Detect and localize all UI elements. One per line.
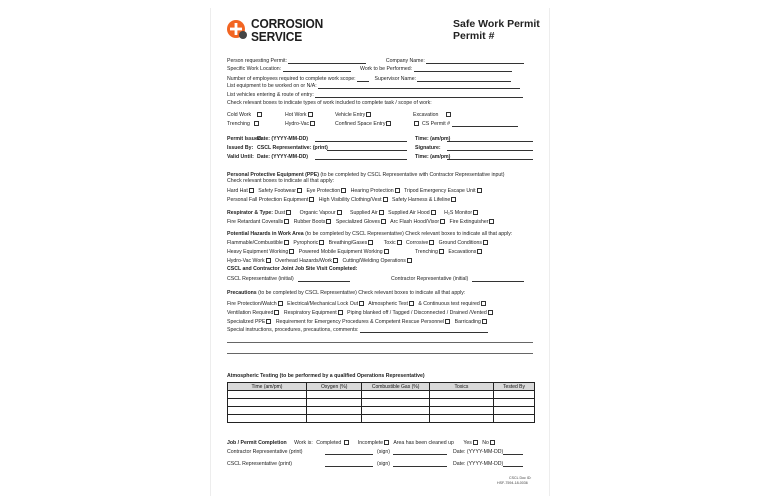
pyrophoric-checkbox[interactable] (319, 240, 324, 245)
no-label: No (482, 440, 489, 446)
company-name-label: Company Name: (385, 58, 425, 64)
table-cell[interactable] (306, 407, 362, 415)
hard-hat-label: Hard Hat (227, 188, 248, 194)
signature-label: Signature: (415, 145, 441, 151)
trenching-checkbox[interactable] (254, 121, 259, 126)
work-location-label: Specific Work Location: (227, 66, 282, 72)
supervisor-field[interactable] (417, 76, 511, 82)
heavy-equipment-label: Heavy Equipment Working (227, 249, 289, 255)
company-name-field[interactable] (426, 58, 524, 64)
hazards-heading-bold: Potential Hazards in Work Area (227, 231, 304, 237)
table-cell[interactable] (228, 391, 307, 399)
corrosive-checkbox[interactable] (429, 240, 434, 245)
cscl-print-label: CSCL Representative (print) (227, 461, 292, 467)
hearing-protection-label: Hearing Protection (350, 188, 394, 194)
precautions-heading-rest: (to be completed by CSCL Representative) Check relevant boxes to indicate all that apply: (256, 290, 466, 296)
hydro-vac-work-checkbox[interactable] (266, 258, 271, 263)
valid-time-field[interactable] (447, 154, 533, 160)
issued-date-field[interactable] (315, 136, 407, 142)
powered-mobile-label: Powered Mobile Equipment Working (298, 249, 383, 255)
cutting-welding-label: Cutting/Welding Operations (342, 258, 406, 264)
work-performed-field[interactable] (414, 66, 512, 72)
piping-blanked-label: Piping blanked off / Tagged / Disconnected / Drained /Vented (347, 310, 487, 316)
cscl-rep-print-field[interactable] (327, 145, 407, 151)
powered-mobile-checkbox[interactable] (384, 249, 389, 254)
hazards-heading-rest: (to be completed by CSCL Representative) Check relevant boxes to indicate all that apply: (303, 231, 513, 237)
organic-vapour-checkbox[interactable] (337, 210, 342, 215)
excavations-label: Excavations (448, 249, 477, 255)
barricading-label: Barricading (454, 319, 481, 325)
row-location (227, 66, 512, 72)
arc-flash-checkbox[interactable] (440, 219, 445, 224)
rubber-boots-checkbox[interactable] (326, 219, 331, 224)
fire-protection-label: Fire Protection/Watch (227, 301, 277, 307)
column-header-time: Time (am/pm) (228, 383, 307, 391)
work-performed-label: Work to be Performed: (360, 66, 413, 72)
work-types-row2 (227, 121, 533, 127)
vehicle-entry-label: Vehicle Entry (335, 112, 366, 118)
equipment-label: List equipment to be worked on or N/A: (227, 83, 317, 89)
table-row (228, 391, 535, 399)
table-cell[interactable] (228, 415, 307, 423)
contractor-date-label: Date: (YYYY-MM-DD) (453, 449, 504, 455)
ppe-row3 (227, 210, 481, 216)
row-vehicles (227, 92, 523, 98)
ppe-check-all: Check relevant boxes to indicate all that apply: (227, 178, 334, 184)
contractor-sign-label: (sign) (377, 449, 390, 455)
safety-harness-label: Safety Harness & Lifeline (392, 197, 451, 203)
issued-time-label: Time: (am/pm) (415, 136, 451, 142)
comments-line-2[interactable] (227, 353, 533, 354)
work-location-field[interactable] (283, 66, 351, 72)
arc-flash-label: Arc Flash Hood/Visor (390, 219, 440, 225)
table-cell[interactable] (429, 407, 493, 415)
cscl-rep-print-label: CSCL Representative: (print) (257, 145, 328, 151)
flammable-label: Flammable/Combustible (227, 240, 283, 246)
supplied-air-hood-label: Supplied Air Hood (388, 210, 430, 216)
doc-number: HSF-7594-18-0036 (497, 481, 528, 485)
hazards-heading (227, 231, 512, 237)
contractor-initial-label: Contractor Representative (initial) (391, 276, 469, 282)
row-person-requesting (227, 58, 524, 64)
permit-issued-label: Permit Issued: (227, 136, 263, 142)
row-employees (227, 76, 511, 82)
cscl-date-label: Date: (YYYY-MM-DD) (453, 461, 504, 467)
row-special-instructions (227, 327, 488, 333)
permit-document (210, 8, 550, 496)
lock-out-checkbox[interactable] (359, 301, 364, 306)
cs-permit-label: CS Permit # (422, 121, 450, 127)
table-cell[interactable] (228, 399, 307, 407)
table-cell[interactable] (494, 415, 535, 423)
ppe-row2 (227, 197, 459, 203)
row-joint-initials (227, 276, 533, 282)
confined-space-checkbox[interactable] (386, 121, 391, 126)
rubber-boots-label: Rubber Boots (293, 219, 326, 225)
cs-permit-field[interactable] (452, 121, 518, 127)
ppe-row4 (227, 219, 497, 225)
row-permit-issued (227, 136, 533, 142)
table-cell[interactable] (306, 391, 362, 399)
completion-row (227, 440, 498, 446)
breathing-gases-label: Breathing/Gases (328, 240, 368, 246)
table-row (228, 407, 535, 415)
cutting-welding-checkbox[interactable] (407, 258, 412, 263)
excavation-checkbox[interactable] (446, 112, 451, 117)
fire-retardant-label: Fire Retardant Coveralls (227, 219, 284, 225)
table-cell[interactable] (494, 391, 535, 399)
scope-instructions: Check relevant boxes to indicate types of work included to complete task / scope of work: (227, 100, 432, 106)
high-visibility-label: High Visibility Clothing/Vest (318, 197, 382, 203)
equipment-field[interactable] (318, 83, 520, 89)
work-types-row1 (227, 112, 533, 118)
document-title: Safe Work Permit (453, 18, 540, 30)
person-requesting-field[interactable] (288, 58, 366, 64)
precautions-row3 (227, 319, 490, 325)
contractor-print-label: Contractor Representative (print) (227, 449, 303, 455)
continuous-test-label: & Continuous test required (418, 301, 480, 307)
specialized-ppe-checkbox[interactable] (266, 319, 271, 324)
hazard-trenching-checkbox[interactable] (439, 249, 444, 254)
breathing-gases-checkbox[interactable] (368, 240, 373, 245)
hydro-vac-label: Hydro-Vac (285, 121, 310, 127)
eye-protection-label: Eye Protection (306, 188, 341, 194)
heavy-equipment-checkbox[interactable] (289, 249, 294, 254)
hard-hat-checkbox[interactable] (249, 188, 254, 193)
fire-extinguisher-label: Fire Extinguisher (449, 219, 489, 225)
toxic-checkbox[interactable] (397, 240, 402, 245)
precautions-row2 (227, 310, 496, 316)
ventilation-checkbox[interactable] (274, 310, 279, 315)
excavations-checkbox[interactable] (477, 249, 482, 254)
column-header-oxygen: Oxygen (%) (306, 383, 362, 391)
toxic-label: Toxic (383, 240, 396, 246)
logo-text-line2: SERVICE (251, 29, 303, 44)
contractor-initial-field[interactable] (472, 276, 524, 282)
overhead-hazards-checkbox[interactable] (333, 258, 338, 263)
table-row (228, 399, 535, 407)
hot-work-checkbox[interactable] (308, 112, 313, 117)
issued-by-label: Issued By: (227, 145, 254, 151)
table-cell[interactable] (429, 399, 493, 407)
row-issued-by (227, 145, 533, 151)
area-cleaned-label: Area has been cleaned up (393, 440, 454, 446)
contractor-sign-field[interactable] (393, 449, 447, 455)
fire-protection-checkbox[interactable] (278, 301, 283, 306)
emergency-procedures-checkbox[interactable] (445, 319, 450, 324)
issued-time-field[interactable] (447, 136, 533, 142)
cold-work-label: Cold Work (227, 112, 252, 118)
table-cell[interactable] (362, 399, 429, 407)
row-valid-until (227, 154, 533, 160)
dust-label: Dust (274, 210, 286, 216)
row-equipment (227, 83, 520, 89)
cs-permit-checkbox[interactable] (414, 121, 419, 126)
table-cell[interactable] (362, 391, 429, 399)
incomplete-label: Incomplete (357, 440, 384, 446)
permit-number-label: Permit # (453, 30, 495, 42)
employees-label: Number of employees required to complete work scope: (227, 76, 356, 82)
person-requesting-label: Person requesting Permit: (227, 58, 287, 64)
eye-protection-checkbox[interactable] (341, 188, 346, 193)
table-cell[interactable] (306, 415, 362, 423)
precautions-row1 (227, 301, 489, 307)
ventilation-label: Ventilation Required (227, 310, 274, 316)
yes-label: Yes (463, 440, 472, 446)
supervisor-label: Supervisor Name: (374, 76, 417, 82)
hazard-trenching-label: Trenching (415, 249, 438, 255)
valid-time-label: Time: (am/pm) (415, 154, 451, 160)
table-cell[interactable] (362, 407, 429, 415)
hydro-vac-work-label: Hydro-Vac Work (227, 258, 265, 264)
incomplete-checkbox[interactable] (384, 440, 389, 445)
table-row (228, 415, 535, 423)
hazards-row2 (227, 249, 485, 255)
fire-extinguisher-checkbox[interactable] (489, 219, 494, 224)
company-logo (226, 16, 336, 50)
column-header-tested-by: Tested By (494, 383, 535, 391)
employees-field[interactable] (357, 76, 369, 82)
ppe-row1 (227, 188, 485, 194)
special-instructions-field[interactable] (360, 327, 488, 333)
confined-space-label: Confined Space Entry (335, 121, 386, 127)
safety-footwear-checkbox[interactable] (297, 188, 302, 193)
tripod-escape-label: Tripod Emergency Escape Unit (403, 188, 476, 194)
hazards-row3 (227, 258, 415, 264)
row-contractor-print (227, 449, 533, 455)
h2s-monitor-label: H₂S Monitor (444, 210, 473, 216)
h2s-monitor-checkbox[interactable] (473, 210, 478, 215)
vehicle-entry-checkbox[interactable] (366, 112, 371, 117)
atmospheric-test-label: Atmospheric Test (368, 301, 408, 307)
piping-blanked-checkbox[interactable] (488, 310, 493, 315)
continuous-test-checkbox[interactable] (481, 301, 486, 306)
row-cscl-print (227, 461, 533, 467)
organic-vapour-label: Organic Vapour (299, 210, 336, 216)
atmospheric-testing-table (227, 382, 535, 423)
completed-checkbox[interactable] (344, 440, 349, 445)
comments-line-1[interactable] (227, 342, 533, 343)
hydro-vac-checkbox[interactable] (310, 121, 315, 126)
vehicles-label: List vehicles entering & route of entry: (227, 92, 314, 98)
column-header-combustible: Combustible Gas (%) (362, 383, 429, 391)
dust-checkbox[interactable] (286, 210, 291, 215)
vehicles-field[interactable] (315, 92, 523, 98)
specialized-gloves-checkbox[interactable] (381, 219, 386, 224)
table-cell[interactable] (429, 415, 493, 423)
atmospheric-heading: Atmospheric Testing (to be performed by a qualified Operations Representative) (227, 373, 425, 379)
ppe-heading-bold: Personal Protective Equipment (PPE) (227, 172, 319, 178)
signature-field[interactable] (447, 145, 533, 151)
ground-conditions-checkbox[interactable] (483, 240, 488, 245)
fire-retardant-checkbox[interactable] (284, 219, 289, 224)
yes-checkbox[interactable] (473, 440, 478, 445)
barricading-checkbox[interactable] (482, 319, 487, 324)
no-checkbox[interactable] (490, 440, 495, 445)
high-visibility-checkbox[interactable] (383, 197, 388, 202)
work-is-label: Work is: (294, 440, 313, 446)
respirator-label: Respirator & Type: (227, 210, 274, 216)
valid-until-label: Valid Until: (227, 154, 254, 160)
respiratory-equipment-label: Respiratory Equipment (283, 310, 337, 316)
valid-date-field[interactable] (315, 154, 407, 160)
trenching-label: Trenching (227, 121, 250, 127)
contractor-print-field[interactable] (325, 449, 373, 455)
logo-text-line1: CORROSION (251, 16, 324, 31)
joint-visit-label: CSCL and Contractor Joint Job Site Visit Completed: (227, 266, 358, 272)
cscl-initial-label: CSCL Representative (initial) (227, 276, 294, 282)
column-header-toxics: Toxics (429, 383, 493, 391)
pyrophoric-label: Pyrophoric (293, 240, 319, 246)
table-cell[interactable] (362, 415, 429, 423)
cscl-date-field[interactable] (503, 461, 523, 467)
table-cell[interactable] (228, 407, 307, 415)
supplied-air-label: Supplied Air (350, 210, 378, 216)
hazards-row1 (227, 240, 491, 246)
fall-protection-label: Personal Fall Protection Equipment (227, 197, 309, 203)
contractor-date-field[interactable] (503, 449, 523, 455)
valid-date-label: Date: (YYYY-MM-DD) (257, 154, 309, 160)
precautions-heading (227, 290, 465, 296)
table-cell[interactable] (306, 399, 362, 407)
excavation-label: Excavation (413, 112, 439, 118)
cscl-initial-field[interactable] (298, 276, 350, 282)
cscl-sign-field[interactable] (393, 461, 447, 467)
table-cell[interactable] (494, 399, 535, 407)
supplied-air-checkbox[interactable] (379, 210, 384, 215)
precautions-heading-bold: Precautions (227, 290, 257, 296)
safety-harness-checkbox[interactable] (451, 197, 456, 202)
table-cell[interactable] (429, 391, 493, 399)
supplied-air-hood-checkbox[interactable] (431, 210, 436, 215)
specialized-gloves-label: Specialized Gloves (335, 219, 380, 225)
special-instructions-label: Special instructions, procedures, precautions, comments: (227, 327, 359, 333)
lock-out-label: Electrical/Mechanical Lock Out (287, 301, 359, 307)
cold-work-checkbox[interactable] (257, 112, 262, 117)
atmospheric-test-checkbox[interactable] (409, 301, 414, 306)
cscl-print-field[interactable] (325, 461, 373, 467)
fall-protection-checkbox[interactable] (309, 197, 314, 202)
doc-id-label: CSCL Doc ID: (509, 476, 532, 480)
completed-label: Completed (316, 440, 342, 446)
completion-heading: Job / Permit Completion (227, 440, 287, 446)
ground-conditions-label: Ground Conditions (438, 240, 482, 246)
emergency-procedures-label: Requirement for Emergency Procedures & Competent Rescue Personnel (275, 319, 445, 325)
overhead-hazards-label: Overhead Hazards/Work (275, 258, 333, 264)
cscl-sign-label: (sign) (377, 461, 390, 467)
hot-work-label: Hot Work (285, 112, 307, 118)
table-header-row (228, 383, 535, 391)
corrosive-label: Corrosive (406, 240, 429, 246)
issued-date-label: Date: (YYYY-MM-DD) (257, 136, 309, 142)
flammable-checkbox[interactable] (284, 240, 289, 245)
corrosion-logo-icon (226, 18, 248, 40)
safety-footwear-label: Safety Footwear (258, 188, 296, 194)
respiratory-equipment-checkbox[interactable] (338, 310, 343, 315)
tripod-escape-checkbox[interactable] (477, 188, 482, 193)
specialized-ppe-label: Specialized PPE (227, 319, 266, 325)
ppe-heading-rest: (to be completed by CSCL Representative with Contractor Representative input) (318, 172, 505, 178)
hearing-protection-checkbox[interactable] (395, 188, 400, 193)
table-cell[interactable] (494, 407, 535, 415)
